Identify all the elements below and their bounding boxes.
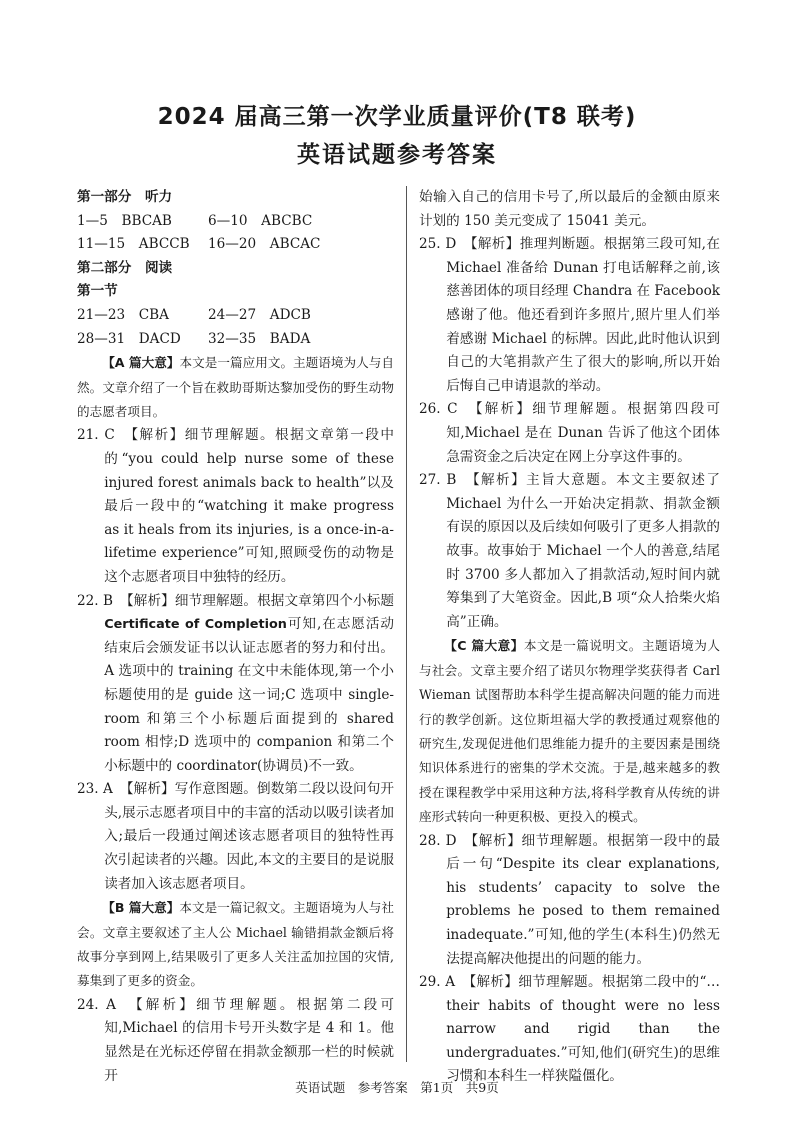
answer-group: 21—23 CBA (77, 306, 169, 323)
answer-group: 11—15 ABCCB (77, 236, 190, 253)
answer-text: 细节理解题。根据文章第四个小标题 (174, 592, 394, 609)
summary-label: 【B 篇大意】 (102, 900, 180, 916)
listening-heading: 第一部分 听力 (77, 189, 173, 205)
answer-text: 细节理解题。根据第二段中的“… their habits of thought were no less narrow and rigid than the undergraduates.”可知,他们(研究生)的思维习惯和本科生一样狭隘僵化。 (446, 974, 720, 1085)
answer-row (77, 304, 394, 328)
answer-text: 细节理解题。根据第一段中的最后一句“Despite its clear explanations, his students’ capacity to solve the problems he posed to them remained inadequate.”可知,他的学生(本科生)仍然无法提高解决他提出的问题的能力。 (446, 832, 721, 967)
summary-label: 【A 篇大意】 (102, 355, 180, 371)
answer-head: 25. D 【解析】 (419, 236, 520, 253)
page-subtitle: 英语试题参考答案 (297, 142, 497, 168)
answer-text: 推理判断题。根据第三段可知,在 Michael 准备给 Dunan 打电话解释之前,该慈善团体的项目经理 Chandra 在 Facebook 感谢了他。他还看到许多照片,照片里人们举着感谢 Michael 的标牌。因此,此时他认识到自己的大笔捐款产生了很大的影响,所以开始后悔自己申请退款的举动。 (446, 236, 720, 394)
answer-text: 细节理解题。根据文章第一段中的“you could help nurse some of these injured forest animals back to health”以及最后一段中的“watching it make progress as it heals from its injuries, is a once-in-a-lifetime experience”可知,照顾受伤的动物是这个志愿者项目中独特的经历。 (104, 427, 395, 585)
answer-group: 6—10 ABCBC (208, 212, 313, 229)
page-footer: 英语试题 参考答案 第1页 共9页 (295, 1080, 499, 1095)
passage-b-summary (77, 896, 394, 994)
column-divider (406, 186, 407, 1062)
answer-head: 27. B 【解析】 (419, 472, 527, 489)
right-column (419, 186, 720, 1089)
answer-group: 28—31 DACD (77, 330, 181, 347)
answer-24-continued: 始输入自己的信用卡号了,所以最后的金额由原来计划的 150 美元变成了 15041 美元。 (419, 189, 720, 229)
answer-text: 主旨大意题。本文主要叙述了 Michael 为什么一开始决定捐款、捐款金额有误的原因以及后续如何吸引了更多人捐款的故事。故事始于 Michael 一个人的善意,结尾时 3700 多人都加入了捐款活动,短时间内就筹集到了大笔资金。因此,B 项“众人拾柴火焰高”正确。 (446, 472, 720, 630)
summary-text: 本文是一篇记叙文。主题语境为人与社会。文章主要叙述了主人公 Michael 输错捐款金额后将故事分享到网上,结果吸引了更多人关注孟加拉国的灾情,募集到了更多的资金。 (77, 900, 395, 989)
answer-row (77, 328, 394, 352)
answer-group: 1—5 BBCAB (77, 212, 172, 229)
answer-head: 21. C 【解析】 (77, 427, 185, 444)
left-column (77, 186, 394, 1088)
subtitle-bold: Certificate of Completion (104, 617, 287, 633)
answer-text: 细节理解题。根据第二段可知,Michael 的信用卡号开头数字是 4 和 1。他显然是在光标还停留在捐款金额那一栏的时候就开 (104, 996, 394, 1084)
answer-24 (77, 994, 394, 1088)
answer-21 (77, 424, 394, 589)
answer-row (77, 233, 394, 257)
answer-28 (419, 830, 720, 972)
passage-c-summary (419, 634, 720, 829)
answer-head: 24. A 【解析】 (77, 996, 197, 1013)
summary-text: 本文是一篇说明文。主题语境为人与社会。文章主要介绍了诺贝尔物理学奖获得者 Carl Wieman 试图帮助本科学生提高解决问题的能力而进行的教学创新。这位斯坦福大学的教授通过观察他的研究生,发现促进他们思维能力提升的主要因素是围绕知识体系进行的密集的学术交流。于是,越来越多的教授在课程教学中采用这种方法,将科学教育从传统的讲座形式转向一种更积极、更投入的模式。 (419, 638, 720, 825)
answer-group: 32—35 BADA (208, 330, 311, 347)
reading-heading: 第二部分 阅读 (77, 259, 173, 276)
answer-25 (419, 233, 720, 398)
answer-head: 26. C 【解析】 (419, 401, 533, 418)
answer-26 (419, 398, 720, 469)
answer-23 (77, 778, 394, 896)
answer-29 (419, 971, 720, 1089)
answer-head: 22. B 【解析】 (77, 592, 175, 609)
answer-head: 23. A 【解析】 (77, 781, 175, 798)
page-title: 2024 届高三第一次学业质量评价(T8 联考) (157, 104, 637, 130)
answer-row (77, 210, 394, 234)
section-heading: 第一节 (77, 283, 118, 300)
answer-head: 28. D 【解析】 (419, 832, 522, 849)
summary-text: 本文是一篇应用文。主题语境为人与自然。文章介绍了一个旨在救助哥斯达黎加受伤的野生动物的志愿者项目。 (77, 355, 395, 419)
answer-22 (77, 590, 394, 779)
answer-group: 24—27 ADCB (208, 306, 311, 323)
answer-text: 可知,在志愿活动结束后会颁发证书以认证志愿者的努力和付出。A 选项中的 training 在文中未能体现,第一个小标题使用的是 guide 这一词;C 选项中 single-room 和第三个小标题后面提到的 shared room 相悖;D 选项中的 companion 和第二个小标题中的 coordinator(协调员)不一致。 (104, 616, 394, 774)
passage-a-summary (77, 351, 394, 424)
answer-head: 29. A 【解析】 (419, 974, 519, 991)
answer-text: 细节理解题。根据第四段可知,Michael 是在 Dunan 告诉了他这个团体急需资金之后决定在网上分享这件事的。 (446, 401, 721, 465)
summary-label: 【C 篇大意】 (444, 638, 524, 654)
answer-text: 写作意图题。倒数第二段以设问句开头,展示志愿者项目中的丰富的活动以吸引读者加入;最后一段通过阐述该志愿者项目的独特性再次引起读者的兴趣。因此,本文的主要目的是说服读者加入该志愿者项目。 (104, 781, 394, 892)
answer-group: 16—20 ABCAC (208, 236, 321, 253)
answer-27 (419, 469, 720, 634)
